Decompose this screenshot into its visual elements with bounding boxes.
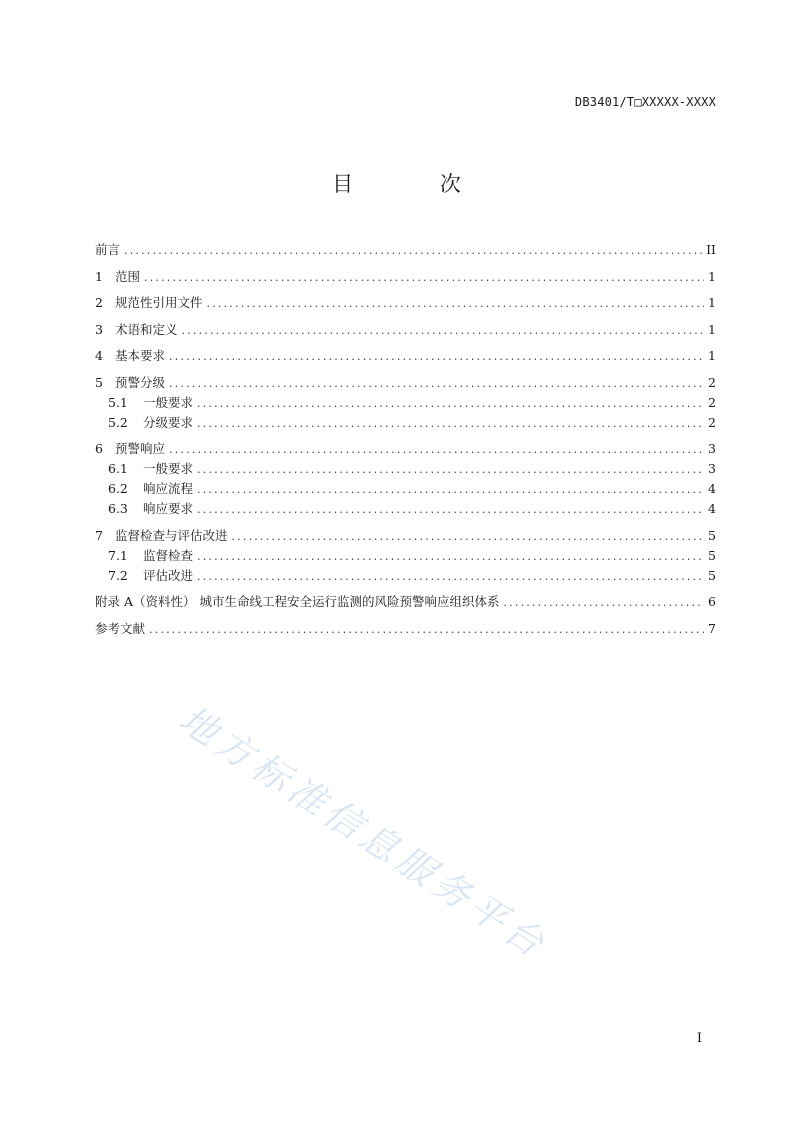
toc-entry-number: 6.3 <box>108 501 128 516</box>
toc-leader-dots <box>182 321 704 341</box>
toc-entry-page: 2 <box>708 414 716 430</box>
toc-entry[interactable] <box>95 393 716 413</box>
toc-entry-label: 前言 <box>95 242 121 257</box>
page-number: I <box>696 1031 702 1046</box>
toc-entry[interactable] <box>95 546 716 566</box>
toc-entry[interactable] <box>95 526 716 546</box>
toc-entry[interactable] <box>95 267 716 287</box>
toc-entry-page: 5 <box>708 547 716 563</box>
toc-leader-dots <box>197 480 704 500</box>
toc-leader-dots <box>169 374 704 394</box>
toc-entry-label: 规范性引用文件 <box>115 295 203 310</box>
toc-entry-number: 7 <box>95 527 103 543</box>
toc-entry-page: 3 <box>708 441 716 456</box>
toc-entry-label: 响应要求 <box>143 501 194 516</box>
toc-entry[interactable] <box>95 459 716 479</box>
toc-entry-page: 3 <box>708 461 716 476</box>
toc-entry-number: 6.1 <box>108 461 128 476</box>
toc-entry[interactable] <box>95 293 716 313</box>
toc-entry-page: 1 <box>708 321 716 337</box>
toc-entry-number: 6.2 <box>108 481 128 496</box>
toc-entry-label: 响应流程 <box>143 481 194 496</box>
toc-leader-dots <box>197 414 704 434</box>
toc-entry-number: 3 <box>95 321 103 337</box>
page-title: 目 次 <box>332 172 501 196</box>
toc-entry[interactable] <box>95 566 716 586</box>
toc-leader-dots <box>232 527 704 547</box>
toc-leader-dots <box>197 567 704 587</box>
toc-entry-page: II <box>706 242 716 257</box>
toc-leader-dots <box>197 500 704 520</box>
toc-entry-page: 1 <box>708 348 716 363</box>
toc-entry[interactable] <box>95 479 716 499</box>
watermark: 地方标准信息服务平台 <box>171 697 556 968</box>
toc-entry[interactable] <box>95 592 716 612</box>
toc-entry-label: 监督检查 <box>143 547 194 563</box>
toc-entry-number: 5.2 <box>108 414 128 430</box>
toc-entry-label: 术语和定义 <box>115 321 178 337</box>
toc-entry[interactable] <box>95 240 716 260</box>
toc-entry-page: 5 <box>708 527 716 543</box>
toc-entry-label: 预警分级 <box>115 374 166 390</box>
toc-entry-number: 6 <box>95 441 103 456</box>
toc-entry-label: 监督检查与评估改进 <box>115 527 228 543</box>
toc-entry-label: 参考文献 <box>95 620 146 636</box>
toc-leader-dots <box>197 394 704 414</box>
toc-entry-label: 预警响应 <box>115 441 166 456</box>
toc-entry-page: 1 <box>708 295 716 310</box>
toc-entry-label: 一般要求 <box>143 461 194 476</box>
toc-leader-dots <box>124 241 702 261</box>
toc-entry-number: 7.1 <box>108 547 128 563</box>
toc-entry-label: 范围 <box>115 268 141 284</box>
toc-entry-number: 2 <box>95 295 103 310</box>
toc-entry-label: 评估改进 <box>143 567 194 583</box>
toc-entry-page: 4 <box>708 501 716 516</box>
toc-entry-label: 分级要求 <box>143 414 194 430</box>
toc-entry[interactable] <box>95 346 716 366</box>
toc-leader-dots <box>503 593 704 613</box>
toc-entry-page: 1 <box>708 268 716 284</box>
toc-entry[interactable] <box>95 499 716 519</box>
toc-entry[interactable] <box>95 439 716 459</box>
toc-entry-label: 一般要求 <box>143 394 194 410</box>
toc-entry-page: 4 <box>708 481 716 496</box>
toc-entry-page: 2 <box>708 374 716 390</box>
table-of-contents <box>95 240 716 639</box>
toc-entry-number: 5.1 <box>108 394 128 410</box>
toc-entry[interactable] <box>95 320 716 340</box>
toc-leader-dots <box>169 347 704 367</box>
toc-entry-number: 5 <box>95 374 103 390</box>
toc-entry-number: 7.2 <box>108 567 128 583</box>
toc-leader-dots <box>197 460 704 480</box>
toc-entry-number: 1 <box>95 268 103 284</box>
document-code: DB3401/T□XXXXX-XXXX <box>574 95 716 109</box>
toc-entry[interactable] <box>95 619 716 639</box>
toc-entry-page: 2 <box>708 394 716 410</box>
toc-entry-label: 附录 A（资料性） 城市生命线工程安全运行监测的风险预警响应组织体系 <box>95 594 500 609</box>
toc-entry[interactable] <box>95 413 716 433</box>
toc-entry[interactable] <box>95 373 716 393</box>
toc-leader-dots <box>169 440 704 460</box>
toc-entry-page: 6 <box>708 594 716 609</box>
toc-entry-label: 基本要求 <box>115 348 166 363</box>
toc-entry-page: 7 <box>708 620 716 636</box>
toc-entry-number: 4 <box>95 348 103 363</box>
toc-leader-dots <box>149 620 704 640</box>
toc-leader-dots <box>144 268 704 288</box>
toc-leader-dots <box>197 547 704 567</box>
toc-entry-page: 5 <box>708 567 716 583</box>
toc-leader-dots <box>207 294 704 314</box>
